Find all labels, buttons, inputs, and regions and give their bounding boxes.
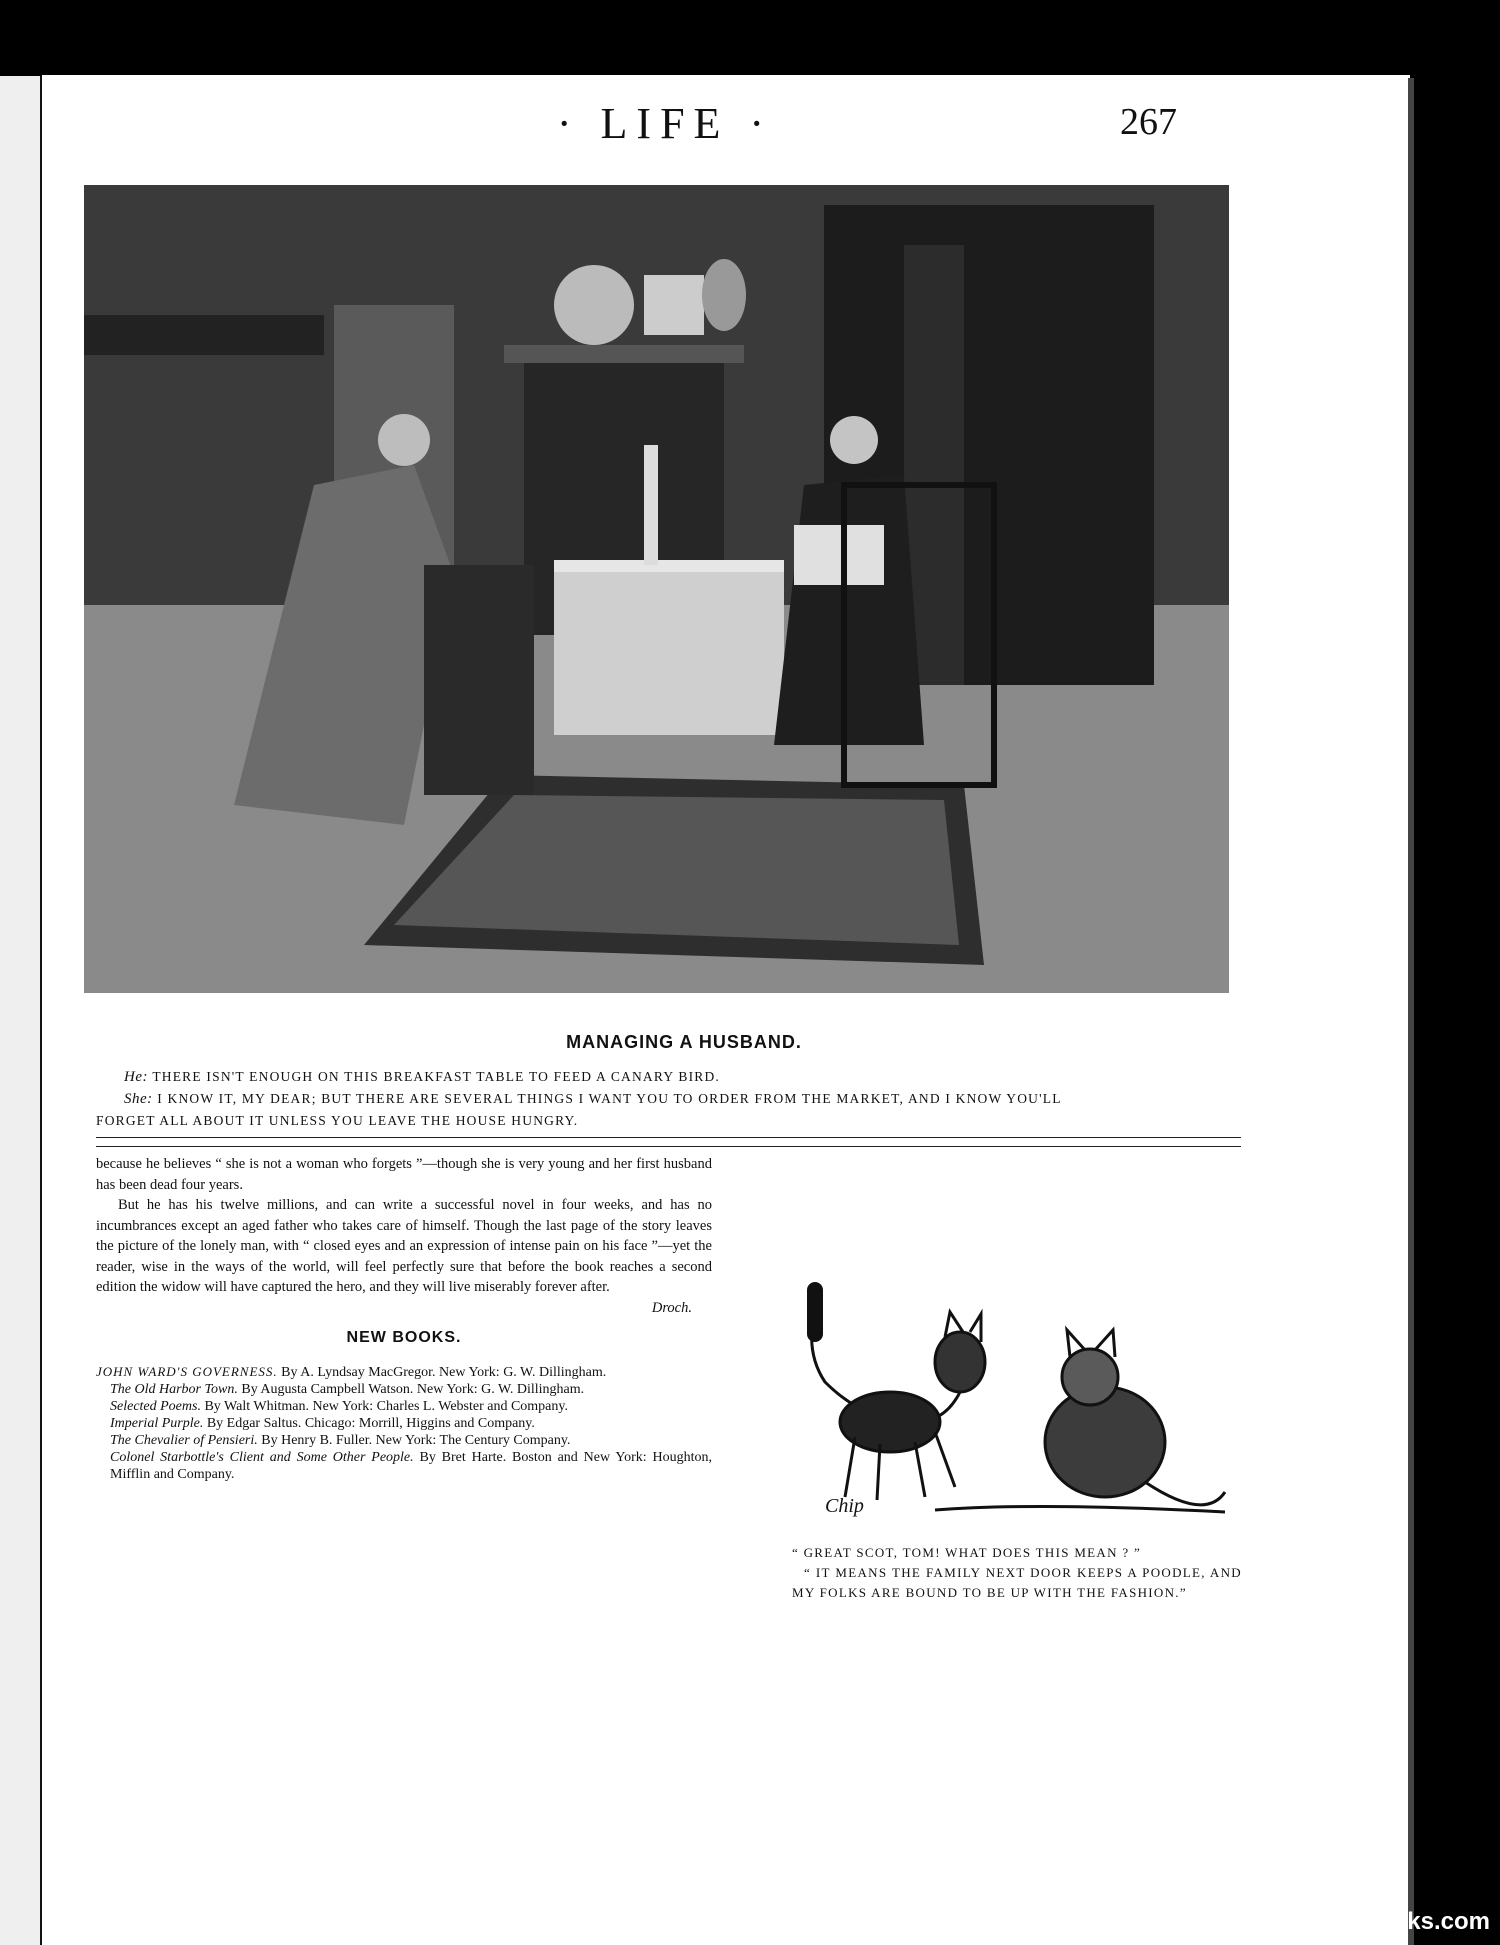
cartoon-caption (792, 1543, 1242, 1603)
left-column (96, 1154, 712, 1483)
cartoonist-signature: Chip (825, 1495, 864, 1517)
review-paragraph-2: But he has his twelve millions, and can write a successful novel in four weeks, and has no incumbrances except an aged father who takes care of himself. Though the last page of the story leaves the picture of the lonely man, with “ closed eyes and an expression of intense pain on his face ”—yet the reader, wise in the ways of the world, will feel perfectly sure that before the book reaches a second edition the widow will have captured the hero, and they will live miserably forever after. (96, 1197, 712, 1295)
double-rule-divider (96, 1137, 1241, 1147)
cartoon-line-1: “ GREAT SCOT, TOM! WHAT DOES THIS MEAN ? ” (792, 1545, 1142, 1560)
speaker-he: He: (124, 1069, 148, 1085)
illustration-dialogue (96, 1066, 1241, 1131)
cartoon-line-2: “ IT MEANS THE FAMILY NEXT DOOR KEEPS A POODLE, AND MY FOLKS ARE BOUND TO BE UP WITH THE FASHION.” (792, 1565, 1242, 1600)
she-line-1: I KNOW IT, MY DEAR; BUT THERE ARE SEVERAL THINGS I WANT YOU TO ORDER FROM THE MARKET, AND I KNOW YOU'LL (157, 1091, 1062, 1106)
masthead: · LIFE · (556, 99, 774, 148)
book-entry: The Old Harbor Town. By Augusta Campbell Watson. New York: G. W. Dillingham. (110, 1381, 585, 1397)
review-signature: Droch. (651, 1299, 692, 1316)
previous-page-edge (0, 76, 43, 1945)
breakfast-scene-illustration (84, 185, 1229, 993)
cats-cartoon (785, 1272, 1240, 1530)
book-entry: The Chevalier of Pensieri. By Henry B. Fuller. New York: The Century Company. (110, 1432, 571, 1448)
book-entry: Imperial Purple. By Edgar Saltus. Chicago: Morrill, Higgins and Company. (110, 1415, 535, 1431)
book-entry: JOHN WARD'S GOVERNESS. By A. Lyndsay MacGregor. New York: G. W. Dillingham. (96, 1363, 607, 1380)
page-right-edge (1408, 78, 1414, 1945)
illustration-title: MANAGING A HUSBAND. (566, 1032, 802, 1052)
he-line: THERE ISN'T ENOUGH ON THIS BREAKFAST TABLE TO FEED A CANARY BIRD. (152, 1069, 720, 1084)
speaker-she: She: (124, 1091, 153, 1107)
she-line-2: FORGET ALL ABOUT IT UNLESS YOU LEAVE THE HOUSE HUNGRY. (96, 1113, 579, 1128)
book-entry: Colonel Starbottle's Client and Some Other People. By Bret Harte. Boston and New York: Houghton, Mifflin and Company. (110, 1449, 712, 1482)
book-entry: Selected Poems. By Walt Whitman. New York: Charles L. Webster and Company. (110, 1398, 568, 1414)
new-books-heading: NEW BOOKS. (346, 1329, 462, 1346)
page-number: 267 (1120, 101, 1177, 143)
site-watermark: comicbooks.com (1293, 1908, 1490, 1935)
review-paragraph-1: because he believes “ she is not a woman who forgets ”—though she is very young and her first husband has been dead four years. (96, 1156, 712, 1193)
